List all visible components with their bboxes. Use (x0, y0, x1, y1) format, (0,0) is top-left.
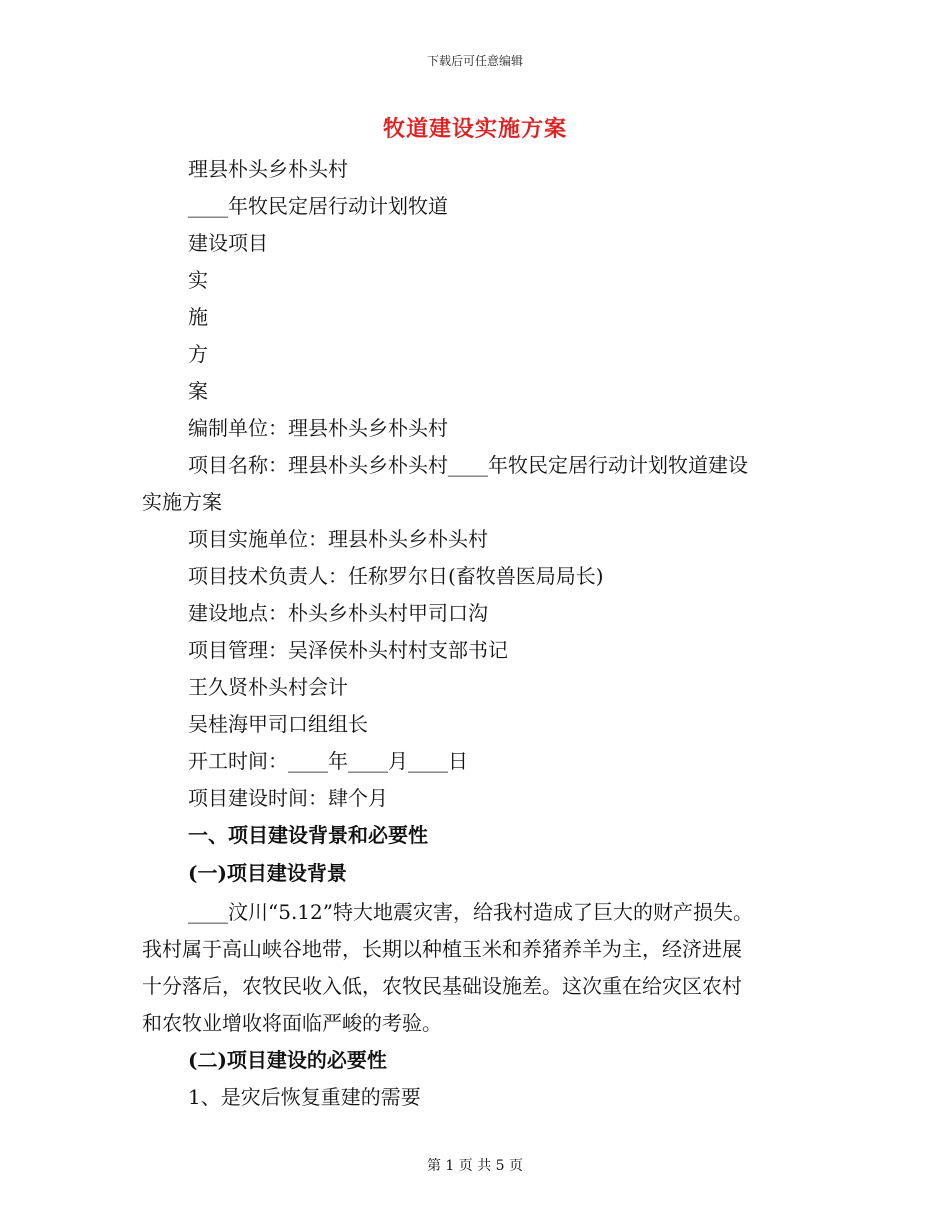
cover-char-4: 案 (188, 379, 208, 403)
cover-char-3: 方 (188, 342, 208, 366)
info-duration: 项目建设时间：肆个月 (188, 786, 388, 810)
page-footer: 第 1 页 共 5 页 (426, 1158, 524, 1174)
paragraph-line: 十分落后，农牧民收入低，农牧民基础设施差。这次重在给灾区农村 (142, 974, 742, 998)
info-start-time: 开工时间：____年____月____日 (188, 749, 468, 773)
info-project-name-cont: 实施方案 (142, 490, 222, 514)
subsection-heading-2: (二)项目建设的必要性 (188, 1048, 387, 1072)
subsection-heading-1: (一)项目建设背景 (188, 861, 347, 885)
paragraph-line: 我村属于高山峡谷地带，长期以种植玉米和养猪养羊为主，经济进展 (142, 937, 742, 961)
section-heading: 一、项目建设背景和必要性 (188, 823, 428, 847)
paragraph-line: ____汶川“5.12”特大地震灾害，给我村造成了巨大的财产损失。 (188, 900, 753, 924)
info-project-name: 项目名称：理县朴头乡朴头村____年牧民定居行动计划牧道建设 (188, 453, 748, 477)
info-manager-3: 吴桂海甲司口组组长 (188, 712, 368, 736)
info-unit: 编制单位：理县朴头乡朴头村 (188, 416, 448, 440)
cover-char-2: 施 (188, 305, 208, 329)
list-item-1: 1、是灾后恢复重建的需要 (188, 1085, 421, 1109)
paragraph-line: 和农牧业增收将面临严峻的考验。 (142, 1011, 442, 1035)
cover-line-2: ____年牧民定居行动计划牧道 (188, 194, 448, 218)
document-title: 牧道建设实施方案 (382, 116, 567, 142)
cover-char-1: 实 (188, 268, 208, 292)
info-manager-2: 王久贤朴头村会计 (188, 675, 348, 699)
cover-line-3: 建设项目 (188, 231, 268, 255)
header-note: 下载后可任意编辑 (426, 54, 523, 68)
info-tech-lead: 项目技术负责人：任称罗尔日(畜牧兽医局局长) (188, 564, 604, 588)
cover-line-1: 理县朴头乡朴头村 (188, 157, 348, 181)
info-management: 项目管理：吴泽侯朴头村村支部书记 (188, 638, 508, 662)
info-impl-unit: 项目实施单位：理县朴头乡朴头村 (188, 527, 488, 551)
info-location: 建设地点：朴头乡朴头村甲司口沟 (188, 601, 488, 625)
